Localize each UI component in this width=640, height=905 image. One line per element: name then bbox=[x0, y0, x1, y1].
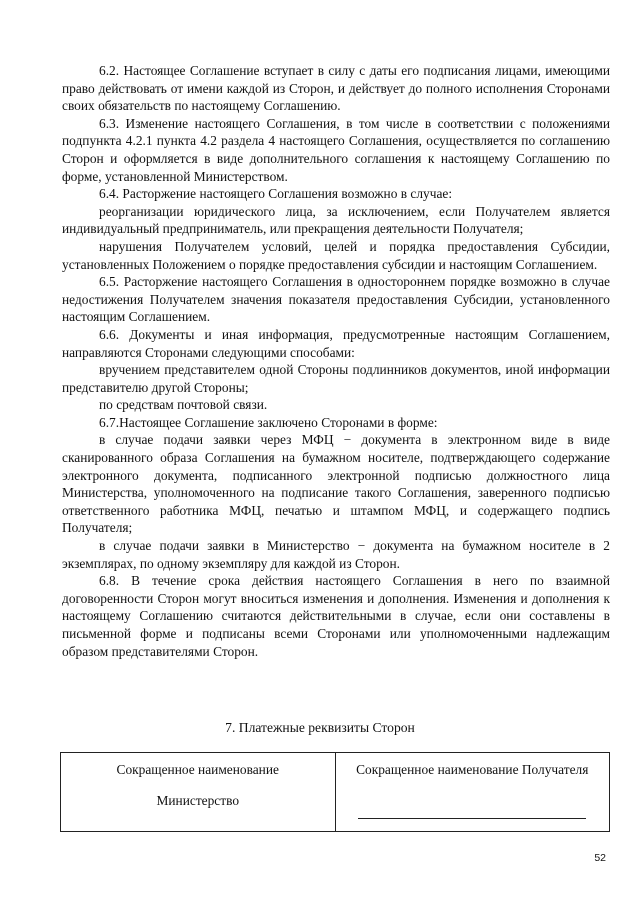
right-header: Сокращенное наименование Получателя bbox=[356, 762, 589, 777]
recipient-name-line bbox=[358, 818, 586, 819]
left-header: Сокращенное наименование bbox=[116, 762, 279, 777]
paragraph-6-7-item-2: в случае подачи заявки в Министерство − документа на бумажном носителе в 2 экземплярах, по одному экземпляру для каждой из Сторон. bbox=[62, 538, 610, 571]
paragraph-6-4-item-1: реорганизации юридического лица, за исключением, если Получателем является индивидуальный предприниматель, или прекращения деятельности Получателя; bbox=[62, 203, 610, 237]
paragraph-6-3: 6.3. Изменение настоящего Соглашения, в том числе в соответствии с положениями подпункта 4.2.1 пункта 4.2 раздела 4 настоящего Соглашения, осуществляется по соглашению Сторон и оформляется в виде дополнительного соглашения к настоящему Соглашению по форме, установленной Министерством. bbox=[62, 115, 610, 184]
paragraph-6-6: 6.6. Документы и иная информация, предусмотренные настоящим Соглашением, направляются Сторонами следующими способами: bbox=[62, 326, 610, 360]
paragraph-6-4: 6.4. Расторжение настоящего Соглашения возможно в случае: bbox=[99, 186, 453, 202]
paragraph-6-8: 6.8. В течение срока действия настоящего Соглашения в него по взаимной договоренности Сторон могут вноситься изменения и дополнения. Изменения и дополнения к настоящему Соглашению считаются действительными в случае, если они составлены в письменной форме и подписаны всеми Сторонами или уполномоченными надлежащим образом представителями Сторон. bbox=[62, 573, 610, 659]
paragraph-6-7: 6.7.Настоящее Соглашение заключено Сторонами в форме: bbox=[99, 414, 438, 430]
ministry-name: Министерство bbox=[156, 793, 240, 808]
requisites-table bbox=[60, 752, 610, 832]
requisites-cell-recipient bbox=[335, 753, 610, 832]
paragraph-6-2: 6.2. Настоящее Соглашение вступает в силу с даты его подписания лицами, имеющими право действовать от имени каждой из Сторон, и действует до полного исполнения Сторонами своих обязательств по настоящему Соглашению. bbox=[62, 63, 610, 114]
paragraph-6-4-item-2: нарушения Получателем условий, целей и порядка предоставления Субсидии, установленных Положением о порядке предоставления субсидии и настоящим Соглашением. bbox=[62, 238, 610, 272]
page-number: 52 bbox=[594, 852, 606, 864]
document-body bbox=[62, 62, 610, 660]
paragraph-6-5: 6.5. Расторжение настоящего Соглашения в одностороннем порядке возможно в случае недостижения Получателем значения показателя предоставления Субсидии, установленного настоящим Соглашением. bbox=[62, 274, 610, 325]
paragraph-6-7-item-1: в случае подачи заявки через МФЦ − документа в электронном виде в виде сканированного образа Соглашения на бумажном носителе, подтверждающего содержание электронного документа, подписанного электронной подписью должностного лица Министерства, уполномоченного на подписание такого Соглашения, заверенного подписью ответственного работника МФЦ, печатью и штампом МФЦ, и содержащего подпись Получателя; bbox=[62, 432, 610, 536]
section-title: 7. Платежные реквизиты Сторон bbox=[225, 720, 415, 735]
paragraph-6-6-item-1: вручением представителем одной Стороны подлинников документов, иной информации представителю другой Стороны; bbox=[62, 362, 610, 395]
requisites-cell-ministry bbox=[61, 753, 336, 832]
paragraph-6-6-item-2: по средствам почтовой связи. bbox=[99, 397, 268, 413]
